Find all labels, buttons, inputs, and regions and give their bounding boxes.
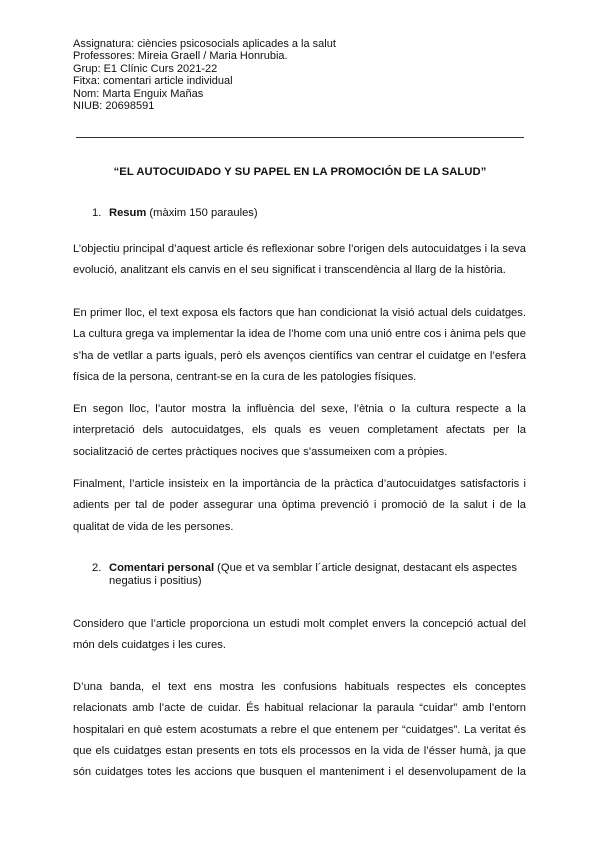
section1-paragraph-4 <box>73 474 526 538</box>
section2-title-bold: Comentari personal <box>109 562 215 574</box>
header-professores: Professores: Mireia Graell / Maria Honrubia. <box>73 50 288 62</box>
header-grup: Grup: E1 Clínic Curs 2021-22 <box>73 63 218 75</box>
section1-paragraph-3 <box>73 399 526 463</box>
header-divider <box>76 137 524 138</box>
text-line: que els cuidatges estan presents en tots els processos en la vida de l’ésser humà, ja que <box>73 744 526 757</box>
text-line: Considero que l’article proporciona un estudi molt complet envers la concepció actual del <box>73 618 526 630</box>
section1-paragraph-1 <box>73 239 526 282</box>
text-line: física de la persona, centrant-se en la cura de les patologies físiques. <box>73 370 417 383</box>
text-line: La cultura grega va implementar la idea de l’home com una unió entre cos i ànima pels que <box>73 328 526 341</box>
section1-paragraph-2 <box>73 303 526 388</box>
text-line: interpretació dels autocuidatges, els quals es veuen completament afectats per la <box>73 424 526 437</box>
text-line: món dels cuidatges i les cures. <box>73 639 226 652</box>
section2-note-continued: negatius i positius) <box>109 575 202 587</box>
section2-note: (Que et va semblar l´article designat, destacant els aspectes <box>214 562 517 574</box>
section1-title <box>109 206 258 220</box>
text-line: evolució, analitzant els canvis en el seu significat i transcendència al llarg de la història. <box>73 264 506 277</box>
text-line: En primer lloc, el text exposa els factors que han condicionat la visió actual dels cuidatges. <box>73 307 526 319</box>
text-line: adients per tal de poder assegurar una òptima prevenció i promoció de la salut i de la <box>73 499 526 512</box>
section1-number: 1. <box>92 207 102 219</box>
text-line: Finalment, l’article insisteix en la importància de la pràctica d’autocuidatges satisfactoris i <box>73 478 526 490</box>
section1-title-bold: Resum <box>109 207 147 219</box>
header-niub: NIUB: 20698591 <box>73 100 155 112</box>
text-line: socialització de certes pràctiques nocives que s’assumeixen com a pròpies. <box>73 445 448 458</box>
text-line: L’objectiu principal d’aquest article és reflexionar sobre l’origen dels autocuidatges i la seva <box>73 243 526 255</box>
text-line: D’una banda, el text ens mostra les confusions habituals respectes els conceptes <box>73 681 526 693</box>
text-line: relacionats amb l’acte de cuidar. És habitual relacionar la paraula “cuidar” amb l’entorn <box>73 702 526 715</box>
document-title: “EL AUTOCUIDADO Y SU PAPEL EN LA PROMOCIÓN DE LA SALUD” <box>113 166 487 178</box>
header-nom: Nom: Marta Enguix Mañas <box>73 88 204 100</box>
header-fitxa: Fitxa: comentari article individual <box>73 75 233 87</box>
section1-note: (màxim 150 paraules) <box>146 207 258 219</box>
header-assignatura: Assignatura: ciències psicosocials aplicades a la salut <box>73 38 336 50</box>
section2-paragraph-1 <box>73 614 526 657</box>
text-line: qualitat de vida de les persones. <box>73 520 234 533</box>
text-line: són cuidatges totes les accions que busquen el manteniment i el desenvolupament de la <box>73 766 526 779</box>
text-line: s’ha de vetllar a parts iguals, però els avenços científics van centrar el cuidatge en l’esfera <box>73 349 526 362</box>
section2-title <box>109 561 517 575</box>
section2-number: 2. <box>92 562 102 574</box>
text-line: hospitalari en què estem acostumats a rebre el que entenem per “cuidatges”. La veritat és <box>73 723 526 736</box>
section2-paragraph-2 <box>73 677 526 783</box>
text-line: En segon lloc, l’autor mostra la influència del sexe, l’ètnia o la cultura respecte a la <box>73 403 526 415</box>
